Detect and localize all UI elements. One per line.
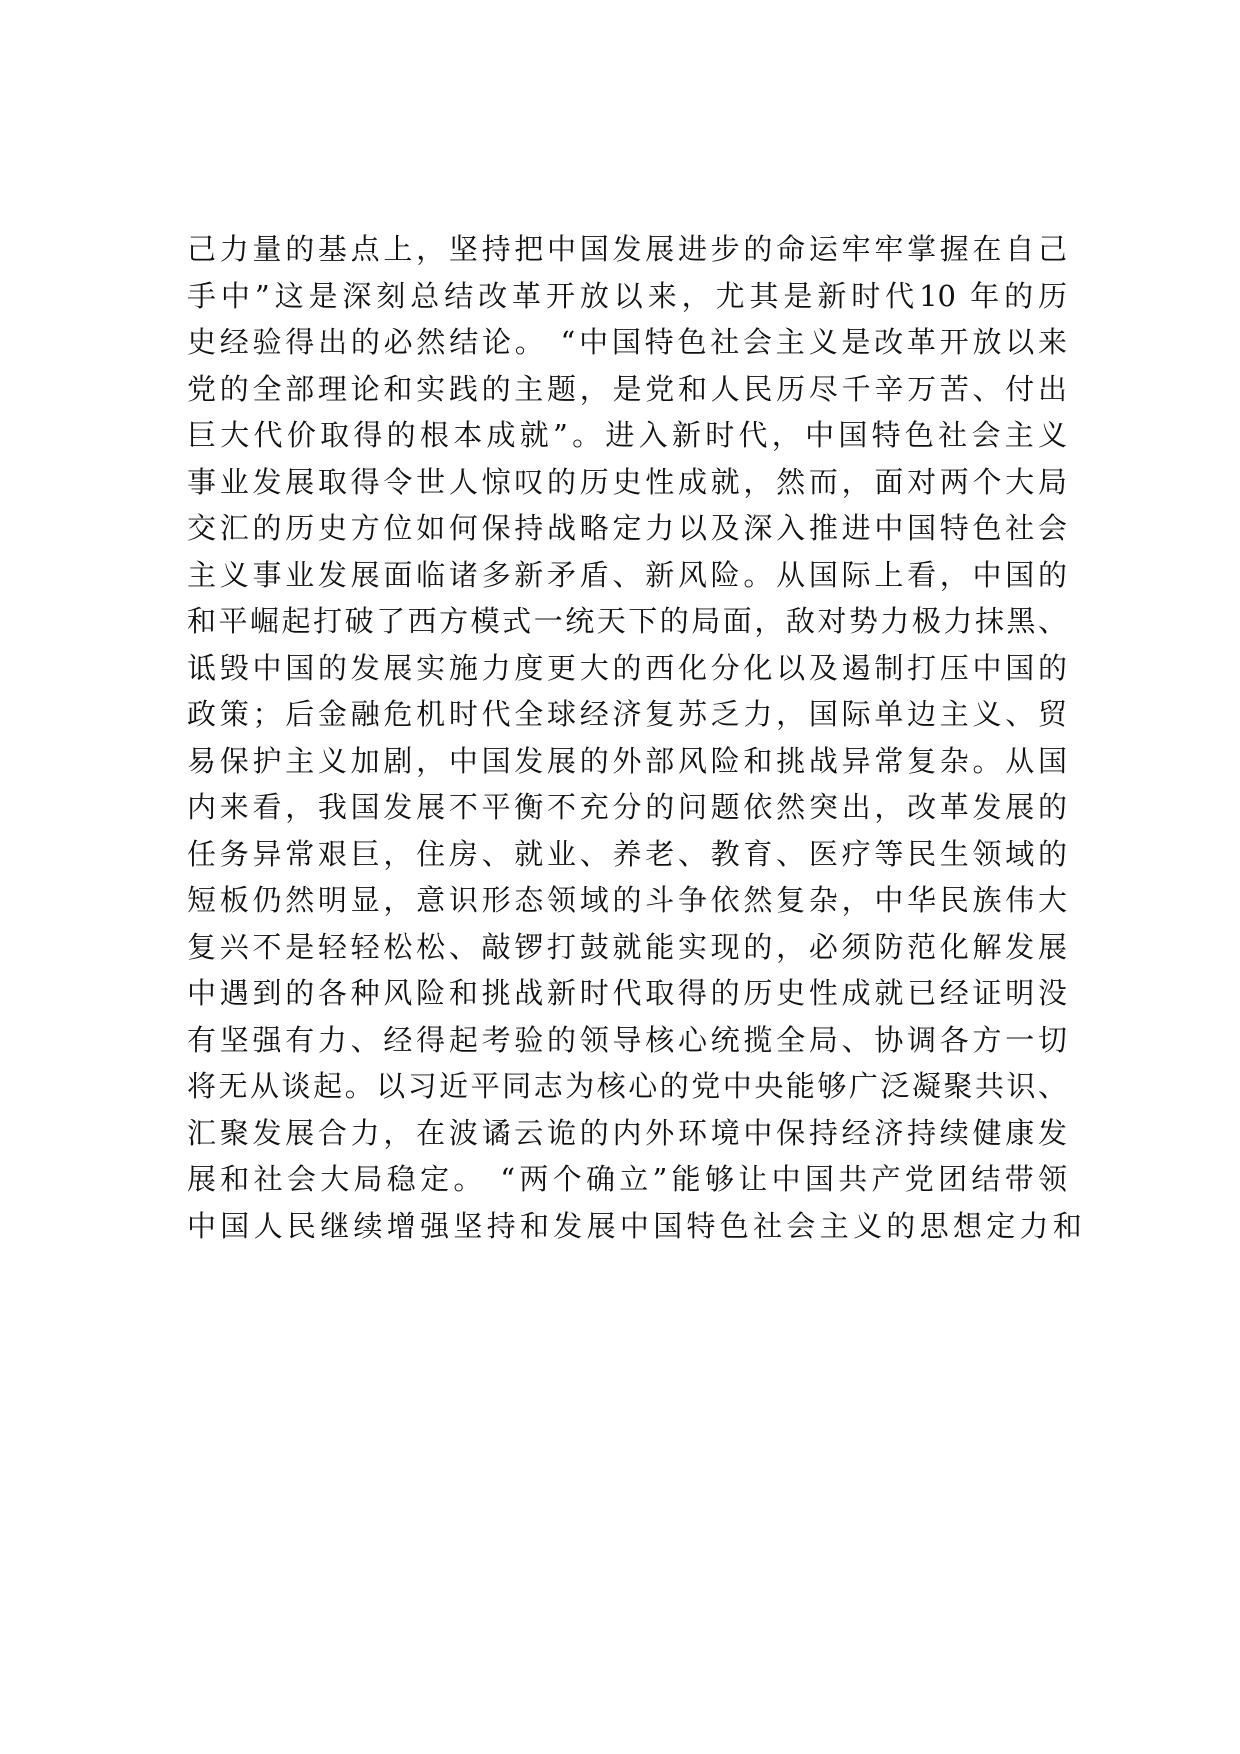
text-line: 和平崛起打破了西方模式一统天下的局面，敌对势力极力抹黑、 [187, 604, 1067, 638]
text-line: 有坚强有力、经得起考验的领导核心统揽全局、协调各方一切 [187, 1022, 1067, 1057]
text-line: 易保护主义加剧，中国发展的外部风险和挑战异常复杂。从国 [187, 743, 1067, 778]
text-line: 交汇的历史方位如何保持战略定力以及深入推进中国特色社会 [187, 511, 1067, 545]
text-line: 内来看，我国发展不平衡不充分的问题依然突出，改革发展的 [187, 790, 1067, 824]
text-line: 党的全部理论和实践的主题，是党和人民历尽千辛万苦、付出 [187, 371, 1067, 406]
text-line: 复兴不是轻轻松松、敲锣打鼓就能实现的，必须防范化解发展 [187, 929, 1067, 964]
text-line: 展和社会大局稳定。 “两个确立”能够让中国共产党团结带领 [187, 1162, 1067, 1196]
text-line: 巨大代价取得的根本成就”。进入新时代，中国特色社会主义 [187, 418, 1067, 452]
text-line: 短板仍然明显，意识形态领域的斗争依然复杂，中华民族伟大 [187, 883, 1067, 917]
body-text [187, 226, 1087, 1249]
text-line: 中遇到的各种风险和挑战新时代取得的历史性成就已经证明没 [187, 976, 1067, 1010]
text-line: 主义事业发展面临诸多新矛盾、新风险。从国际上看，中国的 [187, 557, 1067, 592]
text-line: 史经验得出的必然结论。 “中国特色社会主义是改革开放以来 [187, 325, 1067, 359]
text-line: 诋毁中国的发展实施力度更大的西化分化以及遏制打压中国的 [187, 650, 1067, 685]
text-line: 中国人民继续增强坚持和发展中国特色社会主义的思想定力和 [187, 1208, 1087, 1243]
text-line: 事业发展取得令世人惊叹的历史性成就，然而，面对两个大局 [187, 464, 1067, 499]
text-line: 己力量的基点上，坚持把中国发展进步的命运牢牢掌握在自己 [187, 232, 1067, 266]
text-line: 将无从谈起。以习近平同志为核心的党中央能够广泛凝聚共识、 [187, 1069, 1067, 1103]
text-line: 政策；后金融危机时代全球经济复苏乏力，国际单边主义、贸 [187, 697, 1067, 731]
text-line: 任务异常艰巨，住房、就业、养老、教育、医疗等民生领域的 [187, 836, 1067, 871]
text-line: 汇聚发展合力，在波谲云诡的内外环境中保持经济持续健康发 [187, 1115, 1067, 1150]
text-line: 手中”这是深刻总结改革开放以来，尤其是新时代10 年的历 [187, 278, 1067, 313]
